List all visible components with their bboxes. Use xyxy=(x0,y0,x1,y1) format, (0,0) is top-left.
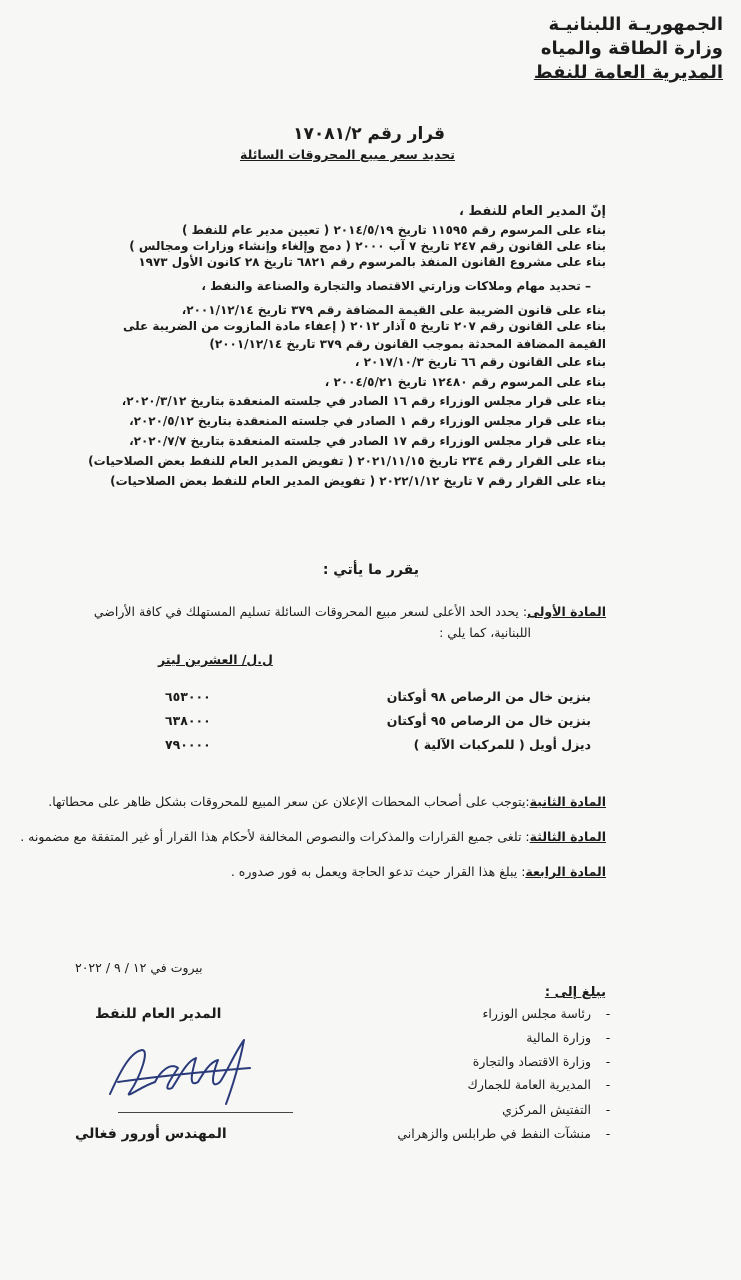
recipient-item: - منشآت النفط في طرابلس والزهراني xyxy=(397,1126,611,1141)
article-4-text: : يبلغ هذا القرار حيث تدعو الحاجة ويعمل به فور صدوره . xyxy=(230,864,526,879)
basis-line: بناء على القانون رقم ٢٠٧ تاريخ ٥ آذار ٢٠١٢ ( إعفاء مادة المازوت من الضريبة على xyxy=(122,319,606,333)
article-1-text: : يحدد الحد الأعلى لسعر مبيع المحروقات السائلة تسليم المستهلك في كافة الأراضي xyxy=(93,604,528,619)
price-row-product: بنزين خال من الرصاص ٩٥ أوكتان xyxy=(386,713,591,728)
signatory-title: المدير العام للنفط xyxy=(95,1006,222,1022)
recipient-label: منشآت النفط في طرابلس والزهراني xyxy=(397,1126,591,1141)
recipient-label: وزارة الاقتصاد والتجارة xyxy=(472,1054,591,1069)
header-ministry: وزارة الطاقة والمياه xyxy=(540,38,723,59)
basis-line: – تحديد مهام وملاكات وزارتي الاقتصاد والتجارة والصناعة والنفط ، xyxy=(201,279,591,293)
header-republic: الجمهوريـة اللبنانيـة xyxy=(548,14,723,35)
signatory-name: المهندس أورور فغالي xyxy=(75,1126,227,1142)
basis-line: بناء على القرار رقم ٧ تاريخ ٢٠٢٢/١/١٢ ( تفويض المدير العام للنفط بعض الصلاحيات) xyxy=(110,474,606,488)
article-4-label: المادة الرابعة xyxy=(525,864,606,879)
recipient-label: المديرية العامة للجمارك xyxy=(467,1077,591,1092)
basis-line: بناء على القانون رقم ٢٤٧ تاريخ ٧ آب ٢٠٠٠ ( دمج وإلغاء وإنشاء وزارات ومجالس ) xyxy=(129,239,606,253)
recipient-item: - وزارة الاقتصاد والتجارة xyxy=(472,1054,611,1069)
basis-line: بناء على المرسوم رقم ١٢٤٨٠ تاريخ ٢٠٠٤/٥/٢١ ، xyxy=(324,375,606,389)
header-directorate: المديرية العامة للنفط xyxy=(533,62,723,83)
price-unit: ل.ل/ العشرين ليتر xyxy=(158,652,273,667)
basis-line: بناء على قرار مجلس الوزراء رقم ١٦ الصادر في جلسته المنعقدة بتاريخ ٢٠٢٠/٣/١٢، xyxy=(121,394,606,408)
recipient-item: - التفتيش المركزي xyxy=(502,1102,611,1117)
decision-title: قرار رقم ١٧٠٨١/٢ xyxy=(293,124,445,144)
article-3-label: المادة الثالثة xyxy=(529,829,606,844)
basis-line: بناء على قرار مجلس الوزراء رقم ١٧ الصادر في جلسته المنعقدة بتاريخ ٢٠٢٠/٧/٧، xyxy=(129,434,606,448)
article-2-label: المادة الثانية xyxy=(529,794,606,809)
decision-subtitle: تحديد سعر مبيع المحروقات السائلة xyxy=(240,147,455,162)
decides-heading: يقرر ما يأتي : xyxy=(322,562,419,578)
recipient-label: التفتيش المركزي xyxy=(502,1102,591,1117)
article-3 xyxy=(20,828,606,846)
price-row-value: ٦٣٨٠٠٠ xyxy=(165,713,211,728)
basis-line: بناء على القانون رقم ٦٦ تاريخ ٢٠١٧/١٠/٣ ، xyxy=(354,355,606,369)
signature-line xyxy=(118,1112,293,1113)
handwritten-signature xyxy=(100,1032,270,1112)
recipient-label: رئاسة مجلس الوزراء xyxy=(482,1006,591,1021)
recipient-item: - المديرية العامة للجمارك xyxy=(467,1077,611,1092)
basis-line: القيمة المضافة المحدثة بموجب القانون رقم ٣٧٩ تاريخ ٢٠٠١/١٢/١٤) xyxy=(209,337,606,351)
article-1-text-cont: اللبنانية، كما يلي : xyxy=(439,625,531,640)
preamble: إنّ المدير العام للنفط ، xyxy=(459,204,606,219)
basis-line: بناء على المرسوم رقم ١١٥٩٥ تاريخ ٢٠١٤/٥/١٩ ( تعيين مدير عام للنفط ) xyxy=(181,223,606,237)
article-2 xyxy=(48,793,606,811)
price-row-value: ٧٩٠٠٠٠ xyxy=(165,737,211,752)
recipient-label: وزارة المالية xyxy=(526,1030,591,1045)
notify-title: يبلغ إلى : xyxy=(544,985,606,1000)
recipient-item: - وزارة المالية xyxy=(526,1030,611,1045)
recipient-item: - رئاسة مجلس الوزراء xyxy=(482,1006,611,1021)
article-2-text: :يتوجب على أصحاب المحطات الإعلان عن سعر المبيع للمحروقات بشكل ظاهر على محطاتها. xyxy=(48,794,530,809)
issue-date: بيروت في ١٢ / ٩ / ٢٠٢٢ xyxy=(75,960,203,975)
price-row-product: بنزين خال من الرصاص ٩٨ أوكتان xyxy=(386,689,591,704)
article-1-label: المادة الأولى xyxy=(527,604,606,619)
basis-line: بناء على قرار مجلس الوزراء رقم ١ الصادر في جلسته المنعقدة بتاريخ ٢٠٢٠/٥/١٢، xyxy=(129,414,606,428)
price-row-value: ٦٥٣٠٠٠ xyxy=(165,689,211,704)
article-3-text: : تلغى جميع القرارات والمذكرات والنصوص المخالفة لأحكام هذا القرار أو غير المتفقة مع مضمونه . xyxy=(20,829,530,844)
price-row-product: ديزل أويل ( للمركبات الآلية ) xyxy=(413,737,591,752)
basis-line: بناء على القرار رقم ٢٣٤ تاريخ ٢٠٢١/١١/١٥ ( تفويض المدير العام للنفط بعض الصلاحيات) xyxy=(88,454,606,468)
basis-line: بناء على قانون الضريبة على القيمة المضافة رقم ٣٧٩ تاريخ ٢٠٠١/١٢/١٤، xyxy=(181,303,606,317)
article-4 xyxy=(231,863,606,881)
basis-line: بناء على مشروع القانون المنفذ بالمرسوم رقم ٦٨٢١ تاريخ ٢٨ كانون الأول ١٩٧٣ xyxy=(138,255,606,269)
article-1 xyxy=(94,603,606,621)
